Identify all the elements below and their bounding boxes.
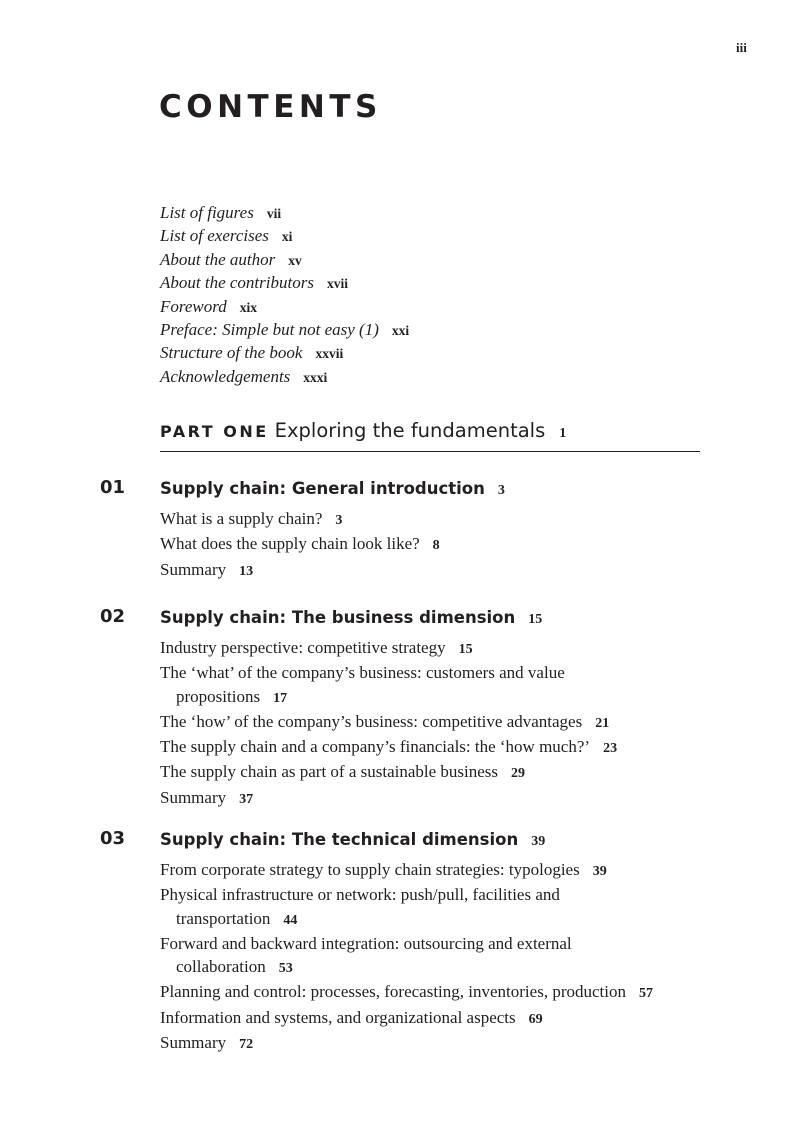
section-line: What does the supply chain look like? 8	[160, 534, 440, 554]
section-page: 29	[511, 766, 526, 782]
entry-label: About the contributors	[160, 273, 314, 293]
front-matter-item[interactable]	[160, 224, 409, 247]
section-line: Summary 72	[160, 1033, 254, 1053]
section-entry[interactable]	[160, 710, 700, 735]
section-line: What is a supply chain? 3	[160, 509, 343, 528]
section-entry[interactable]	[160, 1031, 700, 1056]
section-page: 57	[638, 986, 653, 1002]
section-line: Industry perspective: competitive strategy 15	[160, 638, 473, 657]
chapter-title-text: Supply chain: General introduction	[160, 479, 485, 498]
section-entry[interactable]	[160, 786, 700, 811]
chapter-page: 15	[528, 612, 543, 627]
entry-label: About the author	[160, 249, 276, 269]
entry-page: xv	[288, 252, 302, 268]
front-matter-item[interactable]	[160, 341, 409, 364]
section-page: 3	[335, 513, 343, 528]
section-line: transportation 44	[176, 908, 298, 928]
section-page: 53	[278, 961, 293, 977]
section-line: Summary 37	[160, 787, 254, 807]
section-line: The ‘how’ of the company’s business: competitive advantages 21	[160, 711, 610, 731]
entry-page: xi	[281, 229, 293, 245]
front-matter-item[interactable]	[160, 201, 409, 224]
part-page: 1	[559, 426, 567, 441]
section-line: Summary 13	[160, 559, 254, 579]
section-page: 23	[603, 741, 618, 757]
entry-page: xxvii	[315, 346, 344, 362]
entry-page: xxxi	[303, 369, 328, 385]
section-entry[interactable]	[160, 980, 700, 1005]
page-number: iii	[736, 40, 747, 55]
entry-label: Acknowledgements	[160, 366, 291, 386]
section-page: 17	[273, 690, 288, 706]
chapter-title[interactable]	[160, 479, 505, 499]
entry-label: List of exercises	[160, 226, 269, 246]
section-entry[interactable]	[160, 507, 700, 532]
section-line: Planning and control: processes, forecasting, inventories, production 57	[160, 982, 653, 1002]
section-entry[interactable]	[160, 661, 700, 710]
chapter-title-text: Supply chain: The business dimension	[160, 608, 516, 627]
section-entry[interactable]	[160, 532, 700, 557]
section-line: The ‘what’ of the company’s business: customers and value	[160, 663, 565, 683]
section-list	[160, 636, 700, 811]
section-page: 37	[239, 791, 254, 807]
chapter-number: 03	[100, 828, 126, 849]
part-label: PART ONE	[160, 422, 269, 441]
section-page: 72	[239, 1037, 254, 1053]
section-line: Information and systems, and organizational aspects 69	[160, 1007, 543, 1027]
section-entry[interactable]	[160, 558, 700, 583]
section-entry[interactable]	[160, 636, 700, 661]
chapter-page: 39	[531, 834, 546, 849]
front-matter-item[interactable]	[160, 365, 409, 388]
chapter-title[interactable]	[160, 608, 542, 628]
section-line: Physical infrastructure or network: push/pull, facilities and	[160, 885, 560, 905]
section-entry[interactable]	[160, 858, 700, 883]
section-line: propositions 17	[176, 686, 288, 706]
section-page: 8	[432, 538, 440, 554]
part-title: Exploring the fundamentals	[274, 419, 546, 442]
section-page: 21	[595, 715, 610, 731]
entry-page: xix	[239, 299, 258, 315]
section-entry[interactable]	[160, 735, 700, 760]
section-page: 69	[528, 1011, 543, 1027]
section-line: Forward and backward integration: outsourcing and external	[160, 933, 572, 953]
section-line: The supply chain as part of a sustainable business 29	[160, 762, 526, 782]
section-page: 13	[239, 563, 254, 579]
entry-label: Preface: Simple but not easy (1)	[160, 319, 379, 339]
section-page: 39	[592, 864, 607, 879]
section-entry[interactable]	[160, 1006, 700, 1031]
section-line: From corporate strategy to supply chain strategies: typologies 39	[160, 860, 607, 879]
chapter-page: 3	[497, 483, 505, 498]
entry-label: Structure of the book	[160, 343, 303, 363]
part-heading[interactable]	[160, 419, 700, 452]
section-entry[interactable]	[160, 932, 700, 981]
front-matter-item[interactable]	[160, 318, 409, 341]
chapter-number: 01	[100, 477, 126, 498]
section-page: 44	[283, 912, 298, 928]
entry-page: xxi	[391, 322, 410, 338]
section-entry[interactable]	[160, 883, 700, 932]
front-matter-item[interactable]	[160, 271, 409, 294]
entry-page: xvii	[326, 276, 348, 292]
entry-page: vii	[266, 206, 282, 221]
chapter-title[interactable]	[160, 830, 545, 850]
section-line: The supply chain and a company’s financials: the ‘how much?’ 23	[160, 737, 618, 757]
entry-label: List of figures	[160, 203, 254, 222]
section-entry[interactable]	[160, 760, 700, 785]
section-page: 15	[458, 642, 473, 657]
section-list	[160, 858, 700, 1056]
front-matter-list	[160, 201, 409, 388]
section-line: collaboration 53	[176, 957, 293, 977]
chapter-title-text: Supply chain: The technical dimension	[160, 830, 519, 849]
chapter-number: 02	[100, 606, 126, 627]
front-matter-item[interactable]	[160, 295, 409, 318]
entry-label: Foreword	[160, 296, 227, 316]
page-title: CONTENTS	[159, 89, 382, 125]
front-matter-item[interactable]	[160, 248, 409, 271]
section-list	[160, 507, 700, 583]
